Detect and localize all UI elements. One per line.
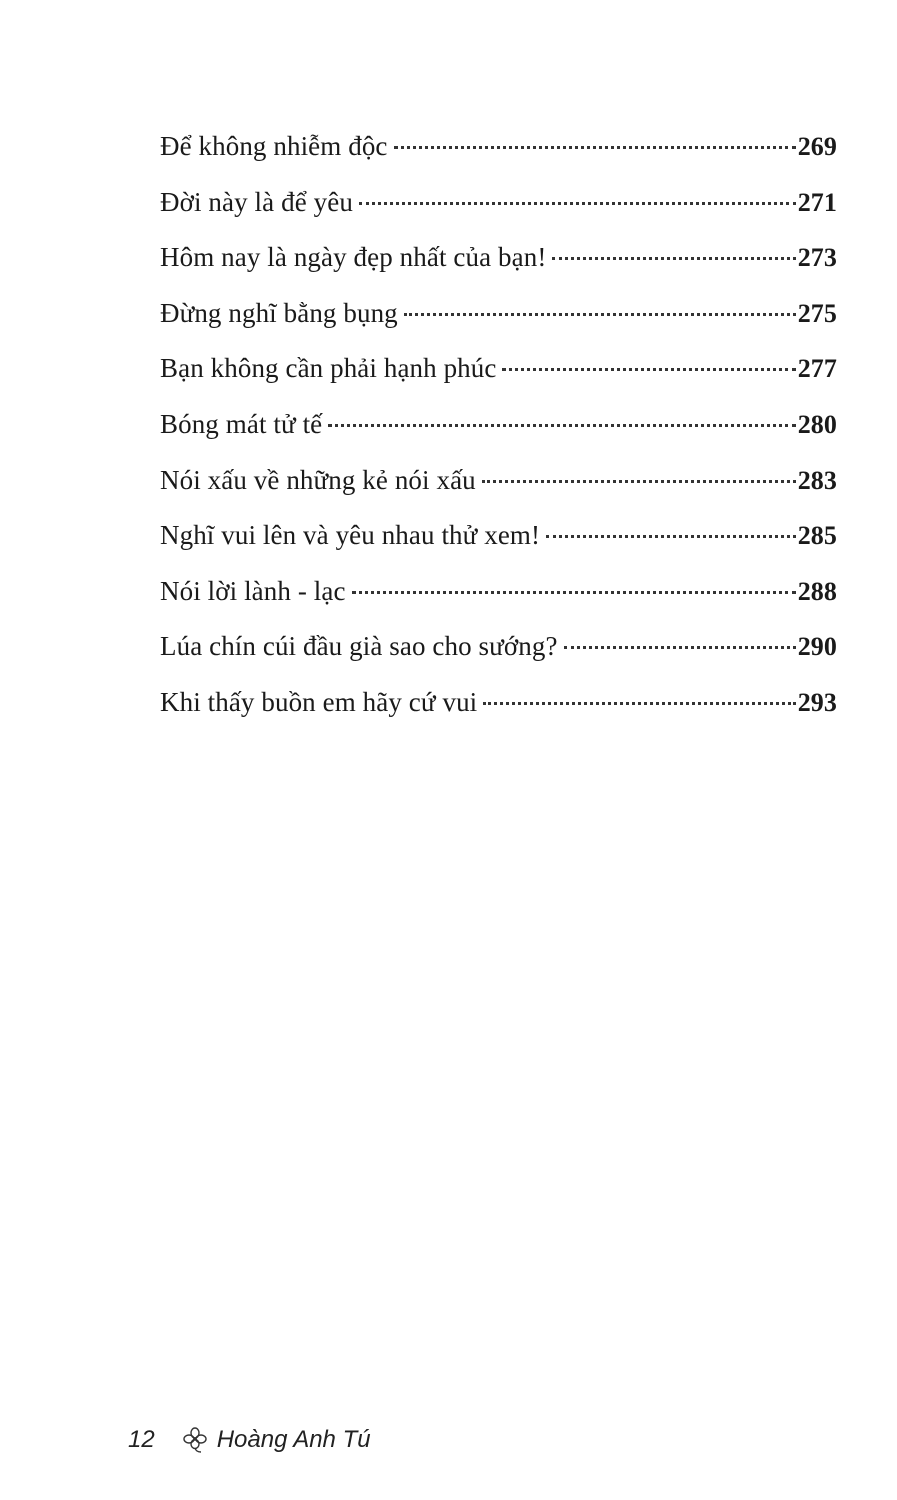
toc-entry[interactable] bbox=[160, 462, 837, 518]
toc-entry[interactable] bbox=[160, 128, 837, 184]
toc-entry-title: Bạn không cần phải hạnh phúc bbox=[160, 353, 497, 384]
toc-entry-page: 269 bbox=[797, 132, 837, 161]
toc-entry-page: 293 bbox=[797, 687, 837, 717]
toc-entry[interactable] bbox=[160, 628, 837, 684]
toc-entry[interactable] bbox=[160, 573, 837, 629]
author-name: Hoàng Anh Tú bbox=[216, 1426, 371, 1453]
toc-entry-title: Nói xấu về những kẻ nói xấu bbox=[160, 464, 476, 495]
dot-leader bbox=[546, 524, 796, 544]
toc-entry-page: 280 bbox=[797, 409, 837, 439]
dot-leader bbox=[328, 413, 795, 433]
toc-entry[interactable] bbox=[160, 684, 837, 740]
toc-entry-page: 283 bbox=[797, 465, 837, 495]
toc-entry-title: Lúa chín cúi đầu già sao cho sướng? bbox=[160, 631, 558, 662]
toc-entry-page: 290 bbox=[797, 632, 837, 662]
toc-entry-title: Đừng nghĩ bằng bụng bbox=[160, 297, 398, 328]
page-footer bbox=[128, 1426, 371, 1454]
toc-entry[interactable] bbox=[160, 295, 837, 351]
flower-ornament-icon bbox=[181, 1426, 209, 1454]
toc-entry-title: Hôm nay là ngày đẹp nhất của bạn! bbox=[160, 242, 547, 273]
toc-entry-title: Nghĩ vui lên và yêu nhau thử xem! bbox=[160, 520, 541, 551]
toc-entry-title: Nói lời lành - lạc bbox=[160, 575, 346, 606]
dot-leader bbox=[552, 246, 795, 266]
toc-entry-page: 285 bbox=[797, 521, 837, 551]
toc-entry-page: 275 bbox=[797, 298, 837, 328]
dot-leader bbox=[502, 357, 795, 377]
toc-entry-title: Để không nhiễm độc bbox=[160, 131, 388, 161]
dot-leader bbox=[482, 469, 796, 489]
dot-leader bbox=[394, 135, 796, 155]
dot-leader bbox=[404, 302, 796, 322]
toc-entry[interactable] bbox=[160, 406, 837, 462]
dot-leader bbox=[564, 635, 796, 655]
toc-entry-page: 273 bbox=[797, 243, 837, 273]
toc-entry-page: 277 bbox=[797, 354, 837, 384]
toc-entry-title: Khi thấy buồn em hãy cứ vui bbox=[160, 686, 478, 717]
toc-entry[interactable] bbox=[160, 350, 837, 406]
dot-leader bbox=[352, 580, 796, 600]
toc-entry-title: Bóng mát tử tế bbox=[160, 408, 323, 439]
dot-leader bbox=[483, 691, 795, 711]
toc-entry[interactable] bbox=[160, 517, 837, 573]
dot-leader bbox=[359, 191, 796, 211]
toc-entry-title: Đời này là để yêu bbox=[160, 186, 353, 217]
page-number: 12 bbox=[128, 1426, 155, 1453]
table-of-contents bbox=[160, 128, 837, 740]
toc-entry[interactable] bbox=[160, 184, 837, 240]
toc-entry-page: 271 bbox=[797, 187, 837, 217]
toc-entry[interactable] bbox=[160, 239, 837, 295]
toc-entry-page: 288 bbox=[797, 576, 837, 606]
